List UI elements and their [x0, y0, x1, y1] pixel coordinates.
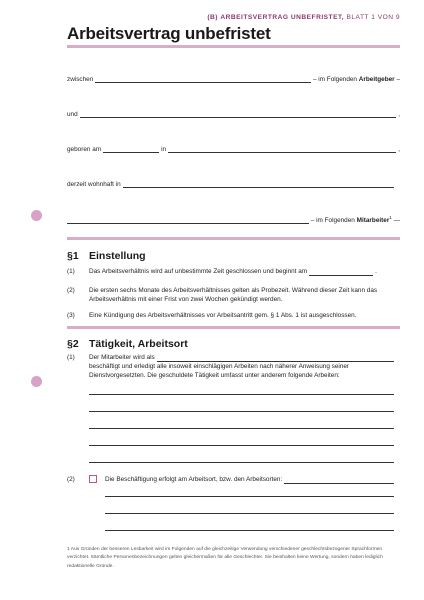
- employee-name-field[interactable]: [80, 111, 397, 118]
- section-1-paragraph-1: (1) Das Arbeitsverhältnis wird auf unbestimmte Zeit geschlossen und beginnt am .: [67, 268, 377, 275]
- job-title-field[interactable]: [157, 355, 394, 362]
- employer-row: [67, 76, 400, 83]
- document-title: Arbeitsvertrag unbefristet: [67, 24, 271, 43]
- comma: ,: [398, 111, 400, 118]
- comma: ,: [398, 146, 400, 153]
- employee-address-field[interactable]: [67, 217, 309, 224]
- employee-name-row: [67, 111, 400, 118]
- section-1-heading: [67, 250, 146, 262]
- footnote: 1 Aus Gründen der besseren Lesbarkeit wird im Folgenden auf die gleichzeitige Verwendung verschiedener geschlechtsbezogener Sprachformen verzichtet. Sämtliche Personenbezeichnungen gelten gleichermaßen für alle Geschlechter. Sie beinhalten keine Wertung, sondern haben lediglich redaktionelle Gründe.: [67, 547, 383, 569]
- section-2-heading: [67, 338, 188, 350]
- born-label: geboren am: [67, 146, 102, 153]
- title-rule: [67, 45, 400, 48]
- section-1-number: §1: [67, 250, 79, 262]
- duties-line-2[interactable]: [89, 411, 394, 412]
- workplace-checkbox[interactable]: [89, 475, 97, 483]
- ref-prefix: (B): [207, 14, 218, 21]
- section-1-paragraph-3: (3) Eine Kündigung des Arbeitsverhältnisses vor Arbeitsantritt gem. § 1 Abs. 1 ist ausgeschlossen.: [67, 312, 357, 319]
- birth-row: [67, 146, 400, 153]
- in-label: in: [161, 146, 167, 153]
- section-2-paragraph-1: (1) Der Mitarbeiter wird als beschäftigt und erledigt alle insoweit einschlägigen Arbeiten nach näherer Anweisung seiner Dienstvorgesetzten. Die geschuldete Tätigkeit umfasst unter anderem folgende Arbeiten:: [67, 353, 400, 380]
- duties-line-5[interactable]: [89, 462, 394, 463]
- punch-hole-bottom: [31, 376, 42, 387]
- duties-line-3[interactable]: [89, 428, 394, 429]
- and-label: und: [67, 111, 78, 118]
- section-2-paragraph-2: (2) Die Beschäftigung erfolgt am Arbeitsort, bzw. den Arbeitsorten:: [67, 475, 400, 484]
- employee-suffix: – im Folgenden Mitarbeiter$^1$ —: [310, 215, 400, 225]
- section-rule-2: [67, 326, 400, 329]
- workplace-line-1[interactable]: [105, 496, 394, 497]
- employer-name-field[interactable]: [95, 76, 311, 83]
- residence-row: [67, 181, 400, 188]
- workplace-line-2[interactable]: [105, 513, 394, 514]
- ref-sheet: BLATT 1 VON 9: [346, 14, 400, 21]
- section-2-number: §2: [67, 338, 79, 350]
- section-2-title: Tätigkeit, Arbeitsort: [89, 338, 188, 350]
- duties-line-4[interactable]: [89, 445, 394, 446]
- resident-label: derzeit wohnhaft in: [67, 181, 121, 188]
- section-1-title: Einstellung: [89, 250, 146, 262]
- punch-hole-top: [31, 210, 42, 221]
- employer-suffix: – im Folgenden Arbeitgeber –: [312, 76, 400, 83]
- sheet-reference: [207, 14, 400, 21]
- employee-row: [67, 215, 400, 224]
- between-label: zwischen: [67, 76, 94, 83]
- duties-line-1[interactable]: [89, 394, 394, 395]
- ref-title: ARBEITSVERTRAG UNBEFRISTET,: [220, 14, 345, 21]
- section-rule-1: [67, 237, 400, 240]
- section-1-paragraph-2: (2) Die ersten sechs Monate des Arbeitsverhältnisses gelten als Probezeit. Während dieser Zeit kann das Arbeitsverhältnis mit einer Frist von zwei Wochen gekündigt werden.: [67, 287, 378, 303]
- birth-date-field[interactable]: [103, 146, 159, 153]
- start-date-field[interactable]: [309, 269, 373, 276]
- residence-field[interactable]: [123, 181, 394, 188]
- workplace-line-3[interactable]: [105, 530, 394, 531]
- workplace-field[interactable]: [284, 477, 394, 484]
- birth-place-field[interactable]: [168, 146, 396, 153]
